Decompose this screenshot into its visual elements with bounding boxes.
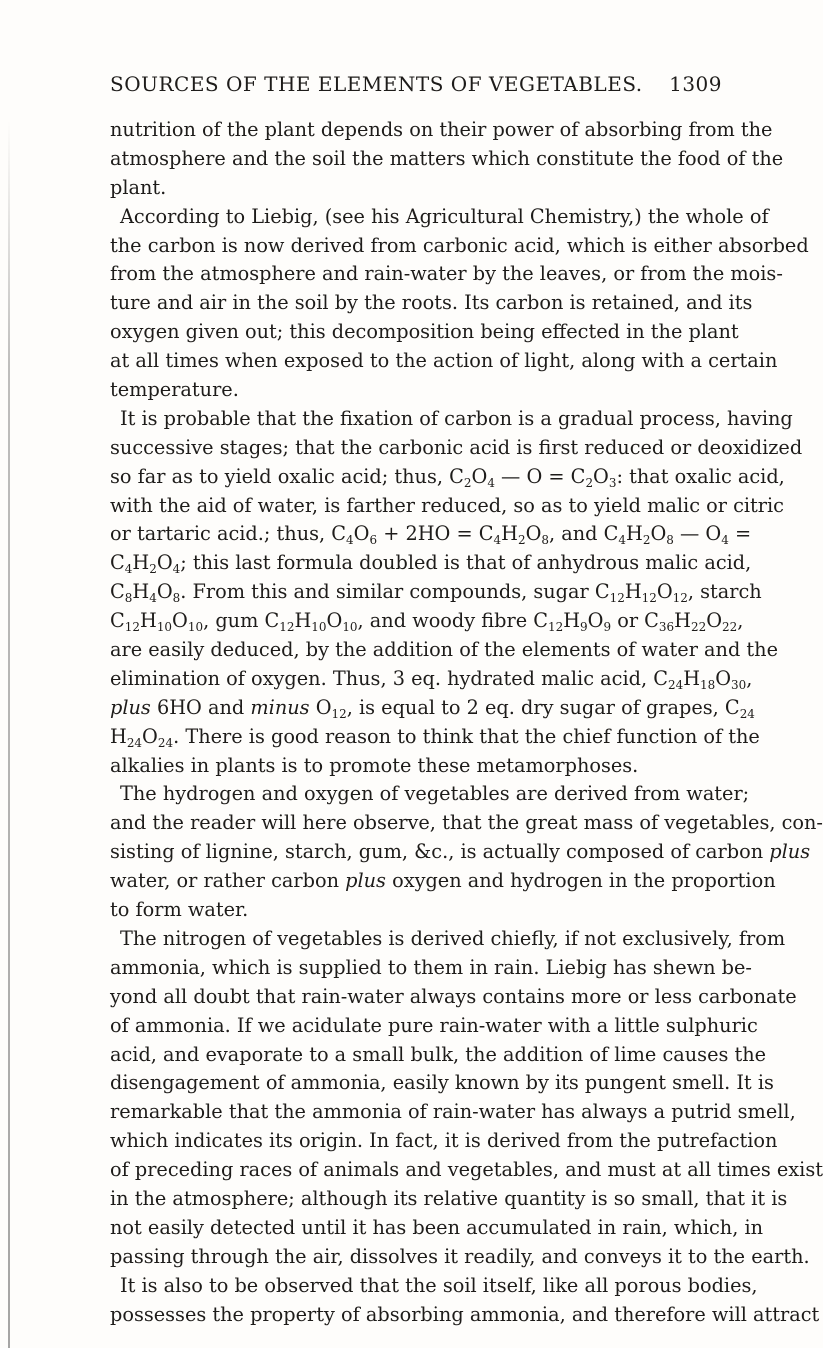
text-line: yond all doubt that rain-water always contains more or less carbonate — [110, 984, 797, 1008]
text-line: remarkable that the ammonia of rain-water has always a putrid smell, — [110, 1100, 796, 1124]
text-line: temperature. — [110, 378, 239, 402]
text-line: at all times when exposed to the action of light, along with a certain — [110, 349, 778, 373]
text-line: atmosphere and the soil the matters which constitute the food of the — [110, 146, 784, 170]
text-line: According to Liebig, (see his Agricultural Chemistry,) the whole of — [120, 204, 769, 228]
page-number: 1309 — [669, 72, 722, 96]
text-line: acid, and evaporate to a small bulk, the addition of lime causes the — [110, 1042, 767, 1066]
text-line: ammonia, which is supplied to them in rain. Liebig has shewn be- — [110, 955, 752, 979]
page-edge-shadow — [8, 120, 10, 1348]
text-line: nutrition of the plant depends on their power of absorbing from the — [110, 118, 773, 141]
text-line: so far as to yield oxalic acid; thus, $C_2O_4$ — $O = C_2O_3$: that oxalic acid, — [110, 464, 785, 490]
text-line: the carbon is now derived from carbonic acid, which is either absorbed — [110, 233, 809, 257]
text-line: The nitrogen of vegetables is derived chiefly, if not exclusively, from — [120, 926, 786, 950]
text-line: sisting of lignine, starch, gum, &c., is actually composed of carbon plus — [110, 840, 811, 864]
text-line: possesses the property of absorbing ammonia, and therefore will attract — [110, 1302, 820, 1326]
text-line: with the aid of water, is farther reduced, so as to yield malic or citric — [110, 493, 784, 517]
text-line: $C_{12}H_{10}O_{10}$, gum $C_{12}H_{10}O_{10}$, and woody fibre $C_{12}H_9O_9$ or $C_{36}H_{22}O_{22}$, — [110, 609, 744, 634]
text-line: $H_{24}O_{24}$. There is good reason to think that the chief function of the — [110, 724, 760, 750]
text-line: in the atmosphere; although its relative quantity is so small, that it is — [110, 1186, 788, 1210]
text-line: It is probable that the fixation of carbon is a gradual process, having — [120, 406, 793, 430]
text-line: successive stages; that the carbonic acid is first reduced or deoxidized — [110, 435, 803, 459]
text-line: $C_8H_4O_8$. From this and similar compounds, sugar $C_{12}H_{12}O_{12}$, starch — [110, 580, 762, 606]
text-line: water, or rather carbon plus oxygen and hydrogen in the proportion — [110, 869, 776, 893]
page-header — [110, 72, 722, 102]
text-line: of preceding races of animals and vegetables, and must at all times exist — [110, 1158, 823, 1182]
text-line: not easily detected until it has been accumulated in rain, which, in — [110, 1215, 764, 1239]
text-line: from the atmosphere and rain-water by the leaves, or from the mois- — [110, 262, 783, 286]
text-line: are easily deduced, by the addition of the elements of water and the — [110, 638, 779, 662]
text-line: to form water. — [110, 898, 249, 922]
text-line: alkalies in plants is to promote these metamorphoses. — [110, 753, 639, 777]
text-line: of ammonia. If we acidulate pure rain-water with a little sulphuric — [110, 1013, 758, 1037]
text-line: passing through the air, dissolves it readily, and conveys it to the earth. — [110, 1244, 810, 1268]
text-line: or tartaric acid.; thus, $C_4O_6 + 2HO = C_4H_2O_8$, and $C_4H_2O_8$ — $O_4$ = — [110, 522, 752, 548]
body-text — [110, 116, 823, 1329]
text-line: disengagement of ammonia, easily known by its pungent smell. It is — [110, 1071, 774, 1095]
text-line: $C_4H_2O_4$; this last formula doubled is that of anhydrous malic acid, — [110, 551, 752, 577]
text-line: plant. — [110, 175, 167, 199]
text-line: It is also to be observed that the soil itself, like all porous bodies, — [120, 1273, 758, 1297]
text-line: oxygen given out; this decomposition being effected in the plant — [110, 320, 739, 344]
text-line: elimination of oxygen. Thus, 3 eq. hydrated malic acid, $C_{24}H_{18}O_{30}$, — [110, 666, 753, 692]
text-line: ture and air in the soil by the roots. Its carbon is retained, and its — [110, 291, 753, 315]
text-line: The hydrogen and oxygen of vegetables are derived from water; — [120, 782, 750, 806]
text-line: which indicates its origin. In fact, it is derived from the putrefaction — [110, 1129, 778, 1153]
text-line: and the reader will here observe, that the great mass of vegetables, con- — [110, 811, 823, 835]
running-title: SOURCES OF THE ELEMENTS OF VEGETABLES. — [110, 72, 643, 96]
text-line: plus 6HO and minus $O_{12}$, is equal to 2 eq. dry sugar of grapes, $C_{24}$ — [110, 695, 755, 721]
